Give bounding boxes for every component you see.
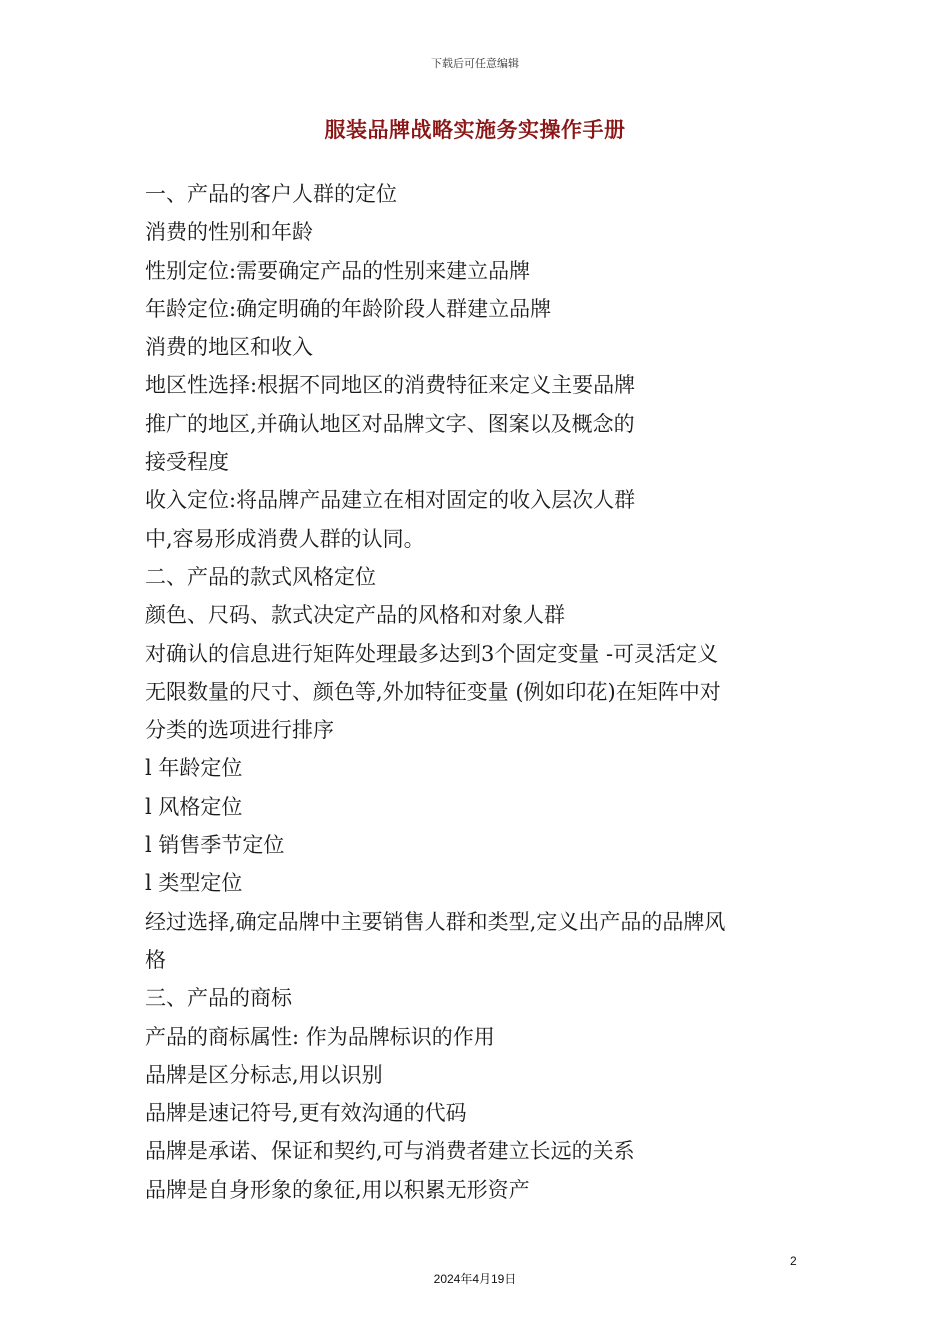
text-line: 接受程度 — [145, 450, 229, 475]
bullet-line: l 风格定位 — [145, 794, 243, 819]
text-line: 地区性选择:根据不同地区的消费特征来定义主要品牌 — [145, 373, 636, 398]
text-line: 颜色、尺码、款式决定产品的风格和对象人群 — [145, 603, 565, 628]
text-line: 中,容易形成消费人群的认同。 — [145, 526, 425, 551]
text-line: 三、产品的商标 — [145, 986, 292, 1011]
text-line: 品牌是速记符号,更有效沟通的代码 — [145, 1101, 467, 1126]
document-body — [145, 175, 810, 1209]
text-line: 分类的选项进行排序 — [145, 718, 334, 743]
text-line: 年龄定位:确定明确的年龄阶段人群建立品牌 — [145, 296, 552, 321]
text-line: 品牌是自身形象的象征,用以积累无形资产 — [145, 1177, 530, 1202]
text-line: 二、产品的款式风格定位 — [145, 564, 376, 589]
text-line: 无限数量的尺寸、颜色等,外加特征变量 (例如印花)在矩阵中对 — [145, 679, 721, 704]
text-line: 性别定位:需要确定产品的性别来建立品牌 — [145, 258, 531, 283]
bullet-line: l 销售季节定位 — [145, 833, 285, 858]
text-line: 经过选择,确定品牌中主要销售人群和类型,定义出产品的品牌风 — [145, 909, 726, 934]
page-number: 2 — [790, 1254, 797, 1268]
text-line: 品牌是区分标志,用以识别 — [145, 1062, 383, 1087]
text-line: 推广的地区,并确认地区对品牌文字、图案以及概念的 — [145, 411, 635, 436]
text-line: 收入定位:将品牌产品建立在相对固定的收入层次人群 — [145, 488, 636, 513]
text-line: 产品的商标属性: 作为品牌标识的作用 — [145, 1024, 495, 1049]
text-line: 对确认的信息进行矩阵处理最多达到3个固定变量 -可灵活定义 — [145, 641, 719, 666]
text-line: 消费的性别和年龄 — [145, 220, 313, 245]
text-line: 一、产品的客户人群的定位 — [145, 182, 397, 206]
bullet-line: l 类型定位 — [145, 871, 243, 896]
text-line: 消费的地区和收入 — [145, 335, 313, 360]
document-title: 服装品牌战略实施务实操作手册 — [324, 117, 626, 142]
text-line: 品牌是承诺、保证和契约,可与消费者建立长远的关系 — [145, 1139, 635, 1164]
footer-date: 2024年4月19日 — [433, 1272, 517, 1286]
text-line: 格 — [145, 947, 166, 972]
header-note: 下载后可任意编辑 — [431, 57, 519, 70]
bullet-line: l 年龄定位 — [145, 756, 243, 781]
